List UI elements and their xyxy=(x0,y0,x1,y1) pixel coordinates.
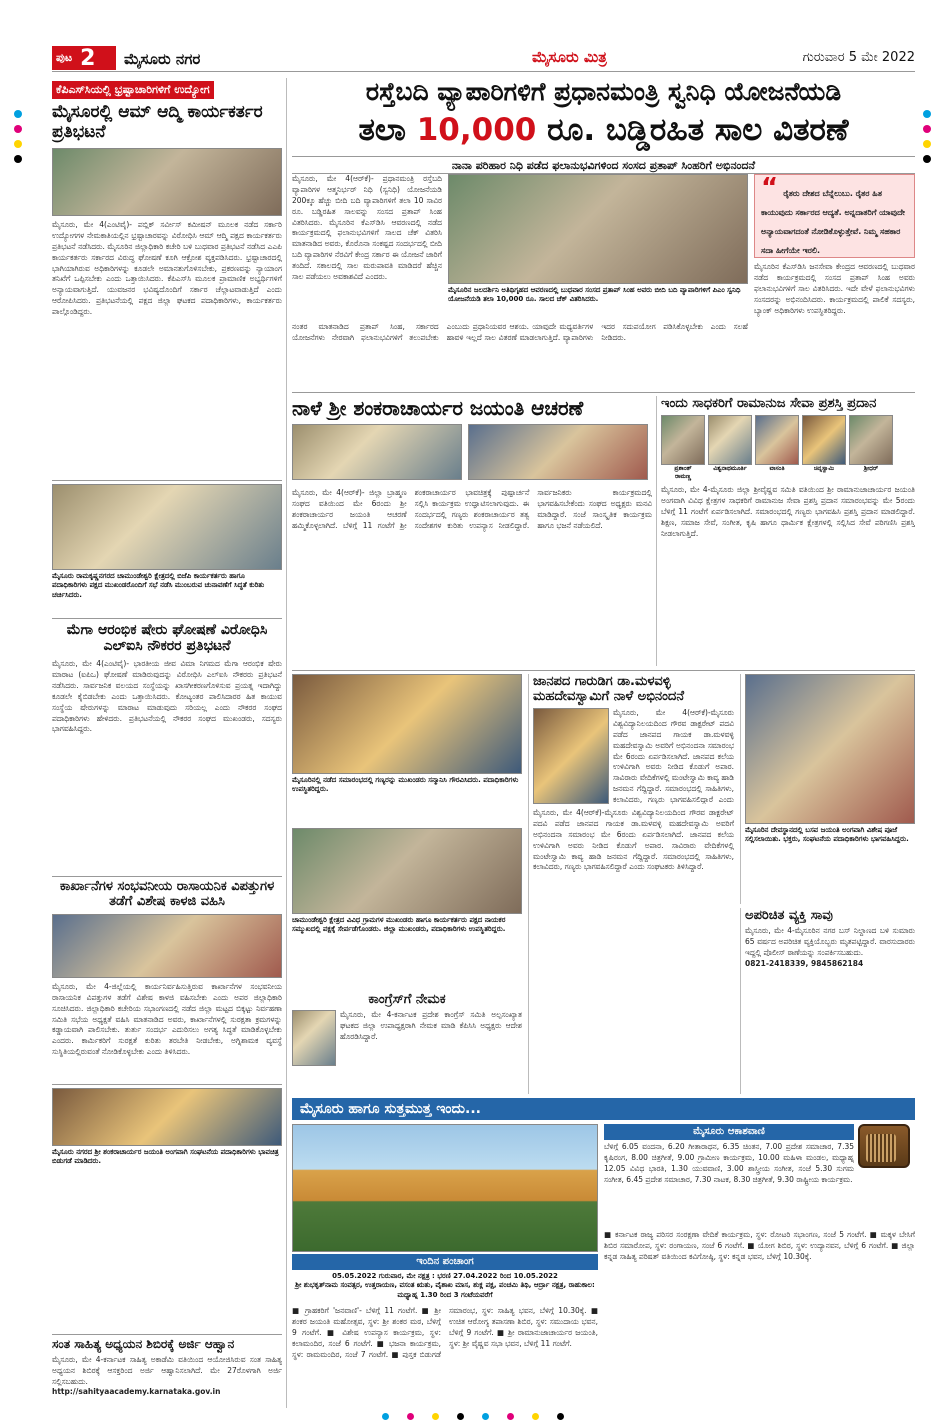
lead-headline-line2 xyxy=(292,113,915,149)
shankara-photo-story xyxy=(52,1088,282,1316)
awardee-name: ರಾಮಣ್ಣ xyxy=(674,473,692,480)
shankara-photo-block-2 xyxy=(468,424,648,484)
temple-photo xyxy=(745,674,915,824)
registration-mark xyxy=(14,125,22,133)
registration-mark xyxy=(14,140,22,148)
awardee-names-2 xyxy=(661,473,915,481)
felicitation-story xyxy=(292,674,522,824)
lead-headline-post: ರೂ. ಬಡ್ಡಿರಹಿತ ಸಾಲ ವಿತರಣೆ xyxy=(536,111,849,148)
lead-photo-block xyxy=(448,174,748,314)
story-body: ಮೈಸೂರು, ಮೇ 4-ಮೈಸೂರು ಜಿಲ್ಲಾ ಶ್ರೀವೈಷ್ಣವ ಸಮಿತಿ ವತಿಯಿಂದ ಶ್ರೀ ರಾಮಾನುಜಾಚಾರ್ಯರ ಜಯಂತಿ ಅಂಗವಾಗಿ ವಿವಿಧ ಕ್ಷೇತ್ರಗಳ ಸಾಧಕರಿಗೆ ರಾಮಾನುಜ ಸೇವಾ ಪ್ರಶಸ್ತಿ ಪ್ರದಾನ ಸಮಾರಂಭವನ್ನು ಮೇ 5ರಂದು ಬೆಳಿಗ್ಗೆ 11 ಗಂಟೆಗೆ ಏರ್ಪಡಿಸಲಾಗಿದೆ. ಸಮಾರಂಭದಲ್ಲಿ ಗಣ್ಯರು ಭಾಗವಹಿಸಿ ಪ್ರಶಸ್ತಿ ಪ್ರದಾನ ಮಾಡಲಿದ್ದಾರೆ. ಶಿಕ್ಷಣ, ಸಮಾಜ ಸೇವೆ, ಸಂಗೀತ, ಕೃಷಿ ಹಾಗೂ ಧಾರ್ಮಿಕ ಕ್ಷೇತ್ರಗಳಲ್ಲಿ ಸಲ್ಲಿಸಿದ ಸೇವೆ ಪರಿಗಣಿಸಿ ಪ್ರಶಸ್ತಿ ನೀಡಲಾಗುತ್ತಿದೆ. xyxy=(661,485,915,538)
events-band: ಮೈಸೂರು ಹಾಗೂ ಸುತ್ತಮುತ್ತ ಇಂದು... xyxy=(292,1098,915,1120)
page-number: 2 xyxy=(80,45,96,71)
photo-caption: ಮೈಸೂರಿನಲ್ಲಿ ನಡೆದ ಸಮಾರಂಭದಲ್ಲಿ ಗಣ್ಯರನ್ನು ಮುಖಂಡರು ಸನ್ಮಾನಿಸಿ ಗೌರವಿಸಿದರು. ಪದಾಧಿಕಾರಿಗಳು ಉಪಸ್ಥಿತರಿದ್ದರು. xyxy=(292,776,519,794)
press-meet-photo xyxy=(292,424,462,480)
photo-caption: ಚಾಮುಂಡೇಶ್ವರಿ ಕ್ಷೇತ್ರದ ವಿವಿಧ ಗ್ರಾಮಗಳ ಮುಖಂಡರು ಹಾಗೂ ಕಾರ್ಯಕರ್ತರು ಪಕ್ಷದ ನಾಯಕರ ಸಮ್ಮುಖದಲ್ಲಿ ಪಕ್ಷಕ್ಕೆ ಸೇರ್ಪಡೆಗೊಂಡರು. ಜಿಲ್ಲಾ ಮುಖಂಡರು, ಪದಾಧಿಕಾರಿಗಳು ಉಪಸ್ಥಿತರಿದ್ದರು. xyxy=(292,916,506,934)
quote-box xyxy=(754,174,915,258)
awardee-photo xyxy=(802,415,846,465)
section-name: ಮೈಸೂರು ನಗರ xyxy=(124,50,201,68)
photo-caption: ಮೈಸೂರು ರಾಮಕೃಷ್ಣನಗರದ ಚಾಮುಂಡೇಶ್ವರಿ ಕ್ಷೇತ್ರದಲ್ಲಿ ಬಿಜೆಪಿ ಕಾರ್ಯಕರ್ತರು ಹಾಗೂ ಪದಾಧಿಕಾರಿಗಳು ಪಕ್ಷದ ಮುಖಂಡರೊಂದಿಗೆ ಸಭೆ ನಡೆಸಿ ಮುಂಬರುವ ಚುನಾವಣೆಗೆ ಸಿದ್ಧತೆ ಕುರಿತು ಚರ್ಚಿಸಿದರು. xyxy=(52,572,265,599)
radio-icon xyxy=(858,1124,910,1168)
section-headline: ಜಾನಪದ ಗಾರುಡಿಗ ಡಾ.ಮಳವಳ್ಳಿ ಮಹದೇವಸ್ವಾಮಿಗೆ ನಾಳೆ ಅಭಿನಂದನೆ xyxy=(533,674,685,704)
awardee-name: ವಿಶ್ವನಾಥಮೂರ್ತಿ xyxy=(713,465,747,472)
lead-headline-pre: ತಲಾ xyxy=(358,111,417,148)
felicitation-photo xyxy=(292,674,522,774)
aap-protest-story xyxy=(52,78,282,488)
portrait-release-photo xyxy=(52,1088,282,1146)
ramanuja-award-story xyxy=(656,396,915,666)
appointee-photo xyxy=(292,1010,336,1066)
contact-phone: 0821-2418339, 9845862184 xyxy=(745,958,864,968)
page-label-text: ಪುಟ xyxy=(56,51,73,64)
story-body-intro: ಮೈಸೂರು, ಮೇ 4(ಆರ್‌ಕೆ)-ಮೈಸೂರು ವಿಶ್ವವಿದ್ಯಾನಿಲಯದಿಂದ ಗೌರವ ಡಾಕ್ಟರೇಟ್ ಪದವಿ ಪಡೆದ ಜಾನಪದ ಗಾಯಕ ಡಾ.ಮಳವಳ್ಳಿ ಮಹದೇವಸ್ವಾಮಿ ಅವರಿಗೆ ಅಭಿನಂದನಾ ಸಮಾರಂಭ ಮೇ 6ರಂದು ಏರ್ಪಡಿಸಲಾಗಿದೆ. ಜಾನಪದ ಕಲೆಯ ಉಳಿವಿಗಾಗಿ ಅವರು ನೀಡಿದ ಕೊಡುಗೆ ಅಪಾರ. ಸಾವಿರಾರು ವೇದಿಕೆಗಳಲ್ಲಿ ಮಂಟೇಸ್ವಾಮಿ ಕಾವ್ಯ ಹಾಡಿ ಜನಮನ ಗೆದ್ದಿದ್ದಾರೆ. ಸಮಾರಂಭದಲ್ಲಿ ಸಾಹಿತಿಗಳು, ಕಲಾವಿದರು, ಗಣ್ಯರು ಭಾಗವಹಿಸಲಿದ್ದಾರೆ ಎಂದು xyxy=(613,708,734,804)
issue-date: ಗುರುವಾರ 5 ಮೇ 2022 xyxy=(802,50,915,65)
quote-author xyxy=(761,257,908,258)
section-headline: ಇಂದು ಸಾಧಕರಿಗೆ ರಾಮಾನುಜ ಸೇವಾ ಪ್ರಶಸ್ತಿ ಪ್ರದಾನ xyxy=(661,396,877,411)
registration-mark xyxy=(14,110,22,118)
shankara-headline xyxy=(292,396,652,420)
lead-headline-amount: 10,000 xyxy=(416,111,537,148)
registration-mark xyxy=(923,140,931,148)
party-joining-photo xyxy=(292,828,522,914)
lead-body-bottom: ನಂತರ ಮಾತನಾಡಿದ ಪ್ರತಾಪ್ ಸಿಂಹ, ಸರ್ಕಾರದ ಯೋಜನೆಗಳು ನೇರವಾಗಿ ಫಲಾನುಭವಿಗಳಿಗೆ ತಲುಪಬೇಕು ಎಂಬುದು ಪ್ರಧಾನಿಯವರ ಆಶಯ. ಯಾವುದೇ ಮಧ್ಯವರ್ತಿಗಳ ಹಾವಳಿ ಇಲ್ಲದೆ ಸಾಲ ವಿತರಣೆ ಮಾಡಲಾಗುತ್ತಿದೆ. ವ್ಯಾಪಾರಿಗಳು ಇದರ ಸದುಪಯೋಗ ಪಡಿಸಿಕೊಳ್ಳಬೇಕು ಎಂದು ಸಲಹೆ ನೀಡಿದರು. xyxy=(292,322,748,342)
events-list-2: ■ ಕರ್ನಾಟಕ ರಾಜ್ಯ ಪರಿಸರ ಸಂರಕ್ಷಣಾ ವೇದಿಕೆ ಕಾರ್ಯಕ್ರಮ, ಸ್ಥಳ: ರೋಟರಿ ಸಭಾಂಗಣ, ಸಂಜೆ 5 ಗಂಟೆಗೆ. ■ ಮಕ್ಕಳ ಬೇಸಿಗೆ ಶಿಬಿರ ಸಮಾರೋಪ, ಸ್ಥಳ: ರಂಗಾಯಣ, ಸಂಜೆ 6 ಗಂಟೆಗೆ. ■ ಯೋಗ ಶಿಬಿರ, ಸ್ಥಳ: ಉದ್ಯಾನವನ, ಬೆಳಿಗ್ಗೆ 6 ಗಂಟೆಗೆ. ■ ಜಿಲ್ಲಾ ಕನ್ನಡ ಸಾಹಿತ್ಯ ಪರಿಷತ್ ವತಿಯಿಂದ ಕವಿಗೋಷ್ಠಿ, ಸ್ಥಳ: ಕನ್ನಡ ಭವನ, ಬೆಳಿಗ್ಗೆ 10.30ಕ್ಕೆ. xyxy=(604,1230,915,1261)
awardee-photo xyxy=(849,415,893,465)
lic-protest-story xyxy=(52,622,282,872)
website-link[interactable]: http://sahityaacademy.karnataka.gov.in xyxy=(52,1387,221,1397)
awardee-photo xyxy=(708,415,752,465)
story-body: ಮೈಸೂರು, ಮೇ 4-ಜಿಲ್ಲೆಯಲ್ಲಿ ಕಾರ್ಯನಿರ್ವಹಿಸುತ್ತಿರುವ ಕಾರ್ಖಾನೆಗಳ ಸಂಭವನೀಯ ರಾಸಾಯನಿಕ ವಿಪತ್ತುಗಳ ತಡೆಗೆ ವಿಶೇಷ ಕಾಳಜಿ ವಹಿಸಬೇಕು ಎಂದು ಅಪರ ಜಿಲ್ಲಾಧಿಕಾರಿ ಸೂಚಿಸಿದರು. ಜಿಲ್ಲಾಧಿಕಾರಿ ಕಚೇರಿಯ ಸಭಾಂಗಣದಲ್ಲಿ ನಡೆದ ಜಿಲ್ಲಾ ಮಟ್ಟದ ಬಿಕ್ಕಟ್ಟು ನಿರ್ವಹಣಾ ಸಮಿತಿ ಸಭೆಯ ಅಧ್ಯಕ್ಷತೆ ವಹಿಸಿ ಮಾತನಾಡಿದ ಅವರು, ಕಾರ್ಖಾನೆಗಳಲ್ಲಿ ಸುರಕ್ಷತಾ ಕ್ರಮಗಳನ್ನು ಕಡ್ಡಾಯವಾಗಿ ಪಾಲಿಸಬೇಕು. ತುರ್ತು ಸಂದರ್ಭ ಎದುರಿಸಲು ಅಗತ್ಯ ಸಿದ್ಧತೆ ಮಾಡಿಕೊಳ್ಳಬೇಕು ಎಂದರು. ಕಾರ್ಮಿಕರಿಗೆ ಸುರಕ್ಷತೆ ಕುರಿತು ತರಬೇತಿ ನೀಡಬೇಕು, ಅಗ್ನಿಶಾಮಕ ವ್ಯವಸ್ಥೆ ಸುಸ್ಥಿತಿಯಲ್ಲಿರುವಂತೆ ನೋಡಿಕೊಳ್ಳಬೇಕು ಎಂದು ತಿಳಿಸಿದರು. xyxy=(52,981,282,1057)
unknown-death-story xyxy=(740,908,915,1094)
panchanga-text xyxy=(292,1272,598,1302)
color-registration-strip xyxy=(0,1408,945,1424)
section-headline: ಅಪರಿಚಿತ ವ್ಯಕ್ತಿ ಸಾವು xyxy=(745,908,833,923)
photo-caption: ಮೈಸೂರಿನ ಜಲದರ್ಶಿನಿ ಅತಿಥಿಗೃಹದ ಆವರಣದಲ್ಲಿ ಬುಧವಾರ ಸಂಸದ ಪ್ರತಾಪ್ ಸಿಂಹ ಅವರು ಬೀದಿ ಬದಿ ವ್ಯಾಪಾರಿಗಳಿಗೆ ಪಿಎಂ ಸ್ವನಿಧಿ ಯೋಜನೆಯಡಿ ತಲಾ 10,000 ರೂ. ಸಾಲದ ಚೆಕ್ ವಿತರಿಸಿದರು. xyxy=(448,286,741,304)
story-headline: ಮೈಸೂರಲ್ಲಿ ಆಮ್ ಆದ್ಮಿ ಕಾರ್ಯಕರ್ತರ ಪ್ರತಿಭಟನೆ xyxy=(52,102,263,142)
photo-caption: ಮೈಸೂರಿನ ದೇವಸ್ಥಾನದಲ್ಲಿ ಬಸವ ಜಯಂತಿ ಅಂಗವಾಗಿ ವಿಶೇಷ ಪೂಜೆ ಸಲ್ಲಿಸಲಾಯಿತು. ಭಕ್ತರು, ಸಂಘಟನೆಯ ಪದಾಧಿಕಾರಿಗಳು ಭಾಗವಹಿಸಿದ್ದರು. xyxy=(745,826,909,844)
awardee-name: ಶ್ರೀಧರ್ xyxy=(863,465,879,472)
awardee-photo xyxy=(661,415,705,465)
story-headline: ಮೆಗಾ ಆರಂಭಿಕ ಷೇರು ಘೋಷಣೆ ವಿರೋಧಿಸಿ ಎಲ್‌ಐಸಿ ನೌಕರರ ಪ್ರತಿಭಟನೆ xyxy=(66,622,268,655)
story-headline: ಸಂತ ಸಾಹಿತ್ಯ ಅಧ್ಯಯನ ಶಿಬಿರಕ್ಕೆ ಅರ್ಜಿ ಆಹ್ವಾನ xyxy=(52,1338,235,1351)
story-headline: ಕಾರ್ಖಾನೆಗಳ ಸಂಭವನೀಯ ರಾಸಾಯನಿಕ ವಿಪತ್ತುಗಳ ತಡೆಗೆ ವಿಶೇಷ ಕಾಳಜಿ ವಹಿಸಿ xyxy=(59,880,275,909)
singer-photo xyxy=(533,708,609,804)
saint-literature-story xyxy=(52,1338,282,1406)
story-body: ಮೈಸೂರು, ಮೇ 4(ಆರ್‌ಕೆ)-ಮೈಸೂರು ವಿಶ್ವವಿದ್ಯಾನಿಲಯದಿಂದ ಗೌರವ ಡಾಕ್ಟರೇಟ್ ಪದವಿ ಪಡೆದ ಜಾನಪದ ಗಾಯಕ ಡಾ.ಮಳವಳ್ಳಿ ಮಹದೇವಸ್ವಾಮಿ ಅವರಿಗೆ ಅಭಿನಂದನಾ ಸಮಾರಂಭ ಮೇ 6ರಂದು ಏರ್ಪಡಿಸಲಾಗಿದೆ. ಜಾನಪದ ಕಲೆಯ ಉಳಿವಿಗಾಗಿ ಅವರು ನೀಡಿದ ಕೊಡುಗೆ ಅಪಾರ. ಸಾವಿರಾರು ವೇದಿಕೆಗಳಲ್ಲಿ ಮಂಟೇಸ್ವಾಮಿ ಕಾವ್ಯ ಹಾಡಿ ಜನಮನ ಗೆದ್ದಿದ್ದಾರೆ. ಸಮಾರಂಭದಲ್ಲಿ ಸಾಹಿತಿಗಳು, ಕಲಾವಿದರು, ಗಣ್ಯರು ಭಾಗವಹಿಸಲಿದ್ದಾರೆ ಎಂದು ಸಂಘಟಕರು ತಿಳಿಸಿದ್ದಾರೆ. xyxy=(533,808,734,872)
awardee-names xyxy=(661,465,915,473)
left-column xyxy=(52,78,287,1408)
bjp-meeting-story xyxy=(52,484,282,614)
party-joining-story xyxy=(292,828,522,988)
shankara-body: ಮೈಸೂರು, ಮೇ 4(ಆರ್‌ಕೆ)- ಜಿಲ್ಲಾ ಬ್ರಾಹ್ಮಣ ಸಂಘದ ವತಿಯಿಂದ ಮೇ 6ರಂದು ಶ್ರೀ ಶಂಕರಾಚಾರ್ಯರ ಜಯಂತಿ ಆಚರಣೆ ಹಮ್ಮಿಕೊಳ್ಳಲಾಗಿದೆ. ಬೆಳಿಗ್ಗೆ 11 ಗಂಟೆಗೆ ಶ್ರೀ ಶಂಕರಾಚಾರ್ಯರ ಭಾವಚಿತ್ರಕ್ಕೆ ಪುಷ್ಪಾರ್ಚನೆ ಸಲ್ಲಿಸಿ ಕಾರ್ಯಕ್ರಮ ಉದ್ಘಾಟಿಸಲಾಗುವುದು. ಈ ಸಂದರ್ಭದಲ್ಲಿ ಗಣ್ಯರು ಶಂಕರಾಚಾರ್ಯರ ತತ್ವ ಸಂದೇಶಗಳ ಕುರಿತು ಉಪನ್ಯಾಸ ನೀಡಲಿದ್ದಾರೆ. ಸಾರ್ವಜನಿಕರು ಕಾರ್ಯಕ್ರಮದಲ್ಲಿ ಭಾಗವಹಿಸಬೇಕೆಂದು ಸಂಘದ ಅಧ್ಯಕ್ಷರು ಮನವಿ ಮಾಡಿದ್ದಾರೆ. ಸಂಜೆ ಸಾಂಸ್ಕೃತಿಕ ಕಾರ್ಯಕ್ರಮ ಹಾಗೂ ಭಜನೆ ನಡೆಯಲಿದೆ. xyxy=(292,488,652,530)
main-column xyxy=(292,78,915,1408)
quote-text: ರೈತರು ದೇಶದ ಬೆನ್ನೆಲುಬು. ರೈತರ ಹಿತ ಕಾಯುವುದು ಸರ್ಕಾರದ ಆದ್ಯತೆ. ಅನ್ನದಾತರಿಗೆ ಯಾವುದೇ ಅನ್ಯಾಯವಾಗದಂತೆ ನೋಡಿಕೊಳ್ಳುತ್ತೇವೆ. ನಿಮ್ಮ ಸಹಕಾರ ಸದಾ ಹೀಗೆಯೇ ಇರಲಿ. xyxy=(761,189,905,255)
awardee-photos xyxy=(661,415,915,465)
akashavani-heading: ಮೈಸೂರು ಆಕಾಶವಾಣಿ xyxy=(604,1124,854,1140)
chemical-hazard-story xyxy=(52,880,282,1080)
meeting-photo xyxy=(52,914,282,978)
story-kicker: ಕೆಪಿಎಸ್‌ಸಿಯಲ್ಲಿ ಭ್ರಷ್ಟಾಚಾರಿಗಳಿಗೆ ಉದ್ಯೋಗ xyxy=(52,81,214,99)
mysore-palace-image xyxy=(292,1124,598,1252)
temple-story xyxy=(740,674,915,904)
loan-distribution-photo xyxy=(448,174,748,284)
lead-headline-line1: ರಸ್ತೆಬದಿ ವ್ಯಾಪಾರಿಗಳಿಗೆ ಪ್ರಧಾನಮಂತ್ರಿ ಸ್ವನಿಧಿ ಯೋಜನೆಯಡಿ xyxy=(365,78,842,106)
lead-body-right: ಮೈಸೂರಿನ ಕೆಎಸ್‌ಡಿಸಿ ಜನಸೇವಾ ಕೇಂದ್ರದ ಆವರಣದಲ್ಲಿ ಬುಧವಾರ ನಡೆದ ಕಾರ್ಯಕ್ರಮದಲ್ಲಿ ಸಂಸದ ಪ್ರತಾಪ್ ಸಿಂಹ ಅವರು ಫಲಾನುಭವಿಗಳಿಗೆ ಸಾಲ ವಿತರಿಸಿದರು. ಇದೇ ವೇಳೆ ಫಲಾನುಭವಿಗಳು ಸಂಸದರನ್ನು ಅಭಿನಂದಿಸಿದರು. ಕಾರ್ಯಕ್ರಮದಲ್ಲಿ ಪಾಲಿಕೆ ಸದಸ್ಯರು, ಬ್ಯಾಂಕ್ ಅಧಿಕಾರಿಗಳು ಉಪಸ್ಥಿತರಿದ್ದರು. xyxy=(754,262,915,315)
palace-image-block xyxy=(292,1124,598,1274)
awardee-name: ಚಿನ್ನಸ್ವಾಮಿ xyxy=(813,465,835,472)
photo-caption: ಮೈಸೂರು ನಗರದ ಶ್ರೀ ಶಂಕರಾಚಾರ್ಯರ ಜಯಂತಿ ಅಂಗವಾಗಿ ಸಂಘಟನೆಯ ಪದಾಧಿಕಾರಿಗಳು ಭಾವಚಿತ್ರ ಬಿಡುಗಡೆ ಮಾಡಿದರು. xyxy=(52,1148,279,1166)
events-list: ■ ಗ್ರಾಹಕರಿಗೆ 'ಜನವಾಣಿ'- ಬೆಳಿಗ್ಗೆ 11 ಗಂಟೆಗೆ. ■ ಶ್ರೀ ಶಂಕರ ಜಯಂತಿ ಮಹೋತ್ಸವ, ಸ್ಥಳ: ಶ್ರೀ ಶಂಕರ ಮಠ, ಬೆಳಿಗ್ಗೆ 9 ಗಂಟೆಗೆ. ■ ವಿಶೇಷ ಉಪನ್ಯಾಸ ಕಾರ್ಯಕ್ರಮ, ಸ್ಥಳ: ಕಲಾಮಂದಿರ, ಸಂಜೆ 6 ಗಂಟೆಗೆ. ■ ಭಜನಾ ಕಾರ್ಯಕ್ರಮ, ಸ್ಥಳ: ರಾಮಮಂದಿರ, ಸಂಜೆ 7 ಗಂಟೆಗೆ. ■ ಪುಸ್ತಕ ಬಿಡುಗಡೆ ಸಮಾರಂಭ, ಸ್ಥಳ: ಸಾಹಿತ್ಯ ಭವನ, ಬೆಳಿಗ್ಗೆ 10.30ಕ್ಕೆ. ■ ಉಚಿತ ಆರೋಗ್ಯ ತಪಾಸಣಾ ಶಿಬಿರ, ಸ್ಥಳ: ಸಮುದಾಯ ಭವನ, ಬೆಳಿಗ್ಗೆ 9 ಗಂಟೆಗೆ. ■ ಶ್ರೀ ರಾಮಾನುಜಾಚಾರ್ಯರ ಜಯಂತಿ, ಸ್ಥಳ: ಶ್ರೀ ವೈಷ್ಣವ ಸಭಾ ಭವನ, ಬೆಳಿಗ್ಗೆ 11 ಗಂಟೆಗೆ. xyxy=(292,1306,598,1359)
story-body: ಮೈಸೂರು, ಮೇ 4(ಎಂಟಿವೈ)- ಭಾರತೀಯ ಜೀವ ವಿಮಾ ನಿಗಮದ ಮೆಗಾ ಆರಂಭಿಕ ಷೇರು ಮಾರಾಟ (ಐಪಿಒ) ಘೋಷಣೆ ಮಾಡಿರುವುದನ್ನು ವಿರೋಧಿಸಿ ಎಲ್‌ಐಸಿ ನೌಕರರು ಪ್ರತಿಭಟನೆ ನಡೆಸಿದರು. ಸಾರ್ವಜನಿಕ ವಲಯದ ಸಂಸ್ಥೆಯನ್ನು ಖಾಸಗೀಕರಣಗೊಳಿಸುವ ಪ್ರಯತ್ನ ಇದಾಗಿದ್ದು ಕೂಡಲೇ ಕೈಬಿಡಬೇಕು ಎಂದು ಒತ್ತಾಯಿಸಿದರು. ಕೋಟ್ಯಂತರ ಪಾಲಿಸಿದಾರರ ಹಿತ ಕಾಯುವ ಸಂಸ್ಥೆಯ ಷೇರುಗಳನ್ನು ಮಾರಾಟ ಮಾಡುವುದು ಸರಿಯಲ್ಲ ಎಂದು ನೌಕರರ ಸಂಘದ ಪದಾಧಿಕಾರಿಗಳು ಹೇಳಿದರು. ಪ್ರತಿಭಟನೆಯಲ್ಲಿ ನೌಕರರ ಸಂಘದ ಮುಖಂಡರು, ಸದಸ್ಯರು ಭಾಗವಹಿಸಿದ್ದರು. xyxy=(52,659,282,734)
registration-mark xyxy=(14,155,22,163)
registration-mark xyxy=(923,155,931,163)
story-body: ಮೈಸೂರು, ಮೇ 4(ಎಂಟಿವೈ)- ಪಬ್ಲಿಕ್ ಸರ್ವೀಸ್ ಕಮೀಷನ್ ಮೂಲಕ ನಡೆದ ಸರ್ಕಾರಿ ಉದ್ಯೋಗಗಳ ನೇಮಕಾತಿಯಲ್ಲಿನ ಭ್ರಷ್ಟಾಚಾರವನ್ನು ವಿರೋಧಿಸಿ ಆಮ್ ಆದ್ಮಿ ಪಕ್ಷದ ಕಾರ್ಯಕರ್ತರು ಪ್ರತಿಭಟನೆ ನಡೆಸಿದರು. ಮೈಸೂರಿನ ಜಿಲ್ಲಾಧಿಕಾರಿ ಕಚೇರಿ ಬಳಿ ಬುಧವಾರ ಪ್ರತಿಭಟನೆ ನಡೆಸಿದ ಎಎಪಿ ಕಾರ್ಯಕರ್ತರು ಸರ್ಕಾರದ ವಿರುದ್ಧ ಘೋಷಣೆ ಕೂಗಿ ಆಕ್ರೋಶ ವ್ಯಕ್ತಪಡಿಸಿದರು. ಭ್ರಷ್ಟಾಚಾರದಲ್ಲಿ ಭಾಗಿಯಾಗಿರುವ ಅಧಿಕಾರಿಗಳನ್ನು ಕೂಡಲೇ ಅಮಾನತುಗೊಳಿಸಬೇಕು, ಪ್ರಕರಣವನ್ನು ನ್ಯಾಯಾಂಗ ತನಿಖೆಗೆ ಒಪ್ಪಿಸಬೇಕು ಎಂದು ಒತ್ತಾಯಿಸಿದರು. ಕೆಪಿಎಸ್‌ಸಿ ಮೂಲಕ ಪ್ರಾಮಾಣಿಕ ಅಭ್ಯರ್ಥಿಗಳಿಗೆ ಅನ್ಯಾಯವಾಗುತ್ತಿದೆ. ಯುವಜನರ ಭವಿಷ್ಯದೊಂದಿಗೆ ಸರ್ಕಾರ ಚೆಲ್ಲಾಟವಾಡುತ್ತಿದೆ ಎಂದು ಆರೋಪಿಸಿದರು. ಪ್ರತಿಭಟನೆಯಲ್ಲಿ ಪಕ್ಷದ ಜಿಲ್ಲಾ ಘಟಕದ ಪದಾಧಿಕಾರಿಗಳು, ಕಾರ್ಯಕರ್ತರು ಪಾಲ್ಗೊಂಡಿದ್ದರು. xyxy=(52,220,282,317)
registration-mark xyxy=(923,110,931,118)
quote-mark-icon: “ xyxy=(761,174,779,203)
page-label xyxy=(52,46,116,70)
story-body: ಮೈಸೂರು, ಮೇ 4-ಮೈಸೂರಿನ ನಗರ ಬಸ್ ನಿಲ್ದಾಣದ ಬಳಿ ಸುಮಾರು 65 ವರ್ಷದ ಅಪರಿಚಿತ ವ್ಯಕ್ತಿಯೊಬ್ಬರು ಮೃತಪಟ್ಟಿದ್ದಾರೆ. ವಾರಸುದಾರರು ಇದ್ದಲ್ಲಿ ಪೊಲೀಸ್ ಠಾಣೆಯನ್ನು ಸಂಪರ್ಕಿಸಬಹುದು. xyxy=(745,926,915,957)
lead-body-left: ಮೈಸೂರು, ಮೇ 4(ಆರ್‌ಕೆ)- ಪ್ರಧಾನಮಂತ್ರಿ ರಸ್ತೆಬದಿ ವ್ಯಾಪಾರಿಗಳ ಆತ್ಮನಿರ್ಭರ್ ನಿಧಿ (ಸ್ವನಿಧಿ) ಯೋಜನೆಯಡಿ 200ಕ್ಕೂ ಹೆಚ್ಚು ಬೀದಿ ಬದಿ ವ್ಯಾಪಾರಿಗಳಿಗೆ ತಲಾ 10 ಸಾವಿರ ರೂ. ಬಡ್ಡಿರಹಿತ ಸಾಲವನ್ನು ಸಂಸದ ಪ್ರತಾಪ್ ಸಿಂಹ ವಿತರಿಸಿದರು. ಮೈಸೂರಿನ ಕೆಎಸ್‌ಡಿಸಿ ಆವರಣದಲ್ಲಿ ನಡೆದ ಕಾರ್ಯಕ್ರಮದಲ್ಲಿ ಫಲಾನುಭವಿಗಳಿಗೆ ಸಾಲದ ಚೆಕ್ ವಿತರಿಸಿ ಮಾತನಾಡಿದ ಅವರು, ಕೊರೊನಾ ಸಂಕಷ್ಟದ ಸಂದರ್ಭದಲ್ಲಿ ಬೀದಿ ಬದಿ ವ್ಯಾಪಾರಿಗಳ ನೆರವಿಗೆ ಕೇಂದ್ರ ಸರ್ಕಾರ ಈ ಯೋಜನೆ ಜಾರಿಗೆ ತಂದಿದೆ. ಸಕಾಲದಲ್ಲಿ ಸಾಲ ಮರುಪಾವತಿ ಮಾಡಿದರೆ ಹೆಚ್ಚಿನ ಸಾಲ ಪಡೆಯಲು ಅವಕಾಶವಿದೆ ಎಂದರು. xyxy=(292,174,442,281)
section-headline: ನಾಳೆ ಶ್ರೀ ಶಂಕರಾಚಾರ್ಯರ ಜಯಂತಿ ಆಚರಣೆ xyxy=(292,396,584,420)
panchanga-line: ಶ್ರೀ ಶುಭಕೃತ್‌ನಾಮ ಸಂವತ್ಸರ, ಉತ್ತರಾಯಣ, ವಸಂತ ಋತು, ವೈಶಾಖ ಮಾಸ, ಶುಕ್ಲ ಪಕ್ಷ, ಪಂಚಮಿ ತಿಥಿ, ಆರ್ದ್ರಾ ನಕ್ಷತ್ರ, ರಾಹುಕಾಲ: ಮಧ್ಯಾಹ್ನ 1.30 ರಿಂದ 3 ಗಂಟೆಯವರೆಗೆ xyxy=(295,1281,595,1299)
radio-image-block xyxy=(858,1124,910,1172)
awardee-name: ಪ್ರಶಾಂತ್ xyxy=(674,465,692,472)
paper-logo: ಮೈಸೂರು ಮಿತ್ರ xyxy=(532,48,607,66)
awardee-photo xyxy=(755,415,799,465)
meeting-photo xyxy=(52,484,282,570)
registration-mark xyxy=(923,125,931,133)
malavalli-story xyxy=(528,674,734,1094)
panchanga-heading: ಇಂದಿನ ಪಂಚಾಂಗ xyxy=(292,1254,598,1270)
masthead xyxy=(52,46,915,72)
shankara-photo-block xyxy=(292,424,462,484)
section-headline: ಕಾಂಗ್ರೆಸ್‌ಗೆ ನೇಮಕ xyxy=(368,992,446,1007)
lead-subhead: ನಾನಾ ಪರಿಹಾರ ನಿಧಿ ಪಡೆದ ಫಲಾನುಭವಿಗಳಿಂದ ಸಂಸದ ಪ್ರತಾಪ್ ಸಿಂಹರಿಗೆ ಅಭಿನಂದನೆ xyxy=(292,156,915,174)
story-body: ಮೈಸೂರು, ಮೇ 4-ಕರ್ನಾಟಕ ಪ್ರದೇಶ ಕಾಂಗ್ರೆಸ್ ಸಮಿತಿ ಅಲ್ಪಸಂಖ್ಯಾತ ಘಟಕದ ಜಿಲ್ಲಾ ಉಪಾಧ್ಯಕ್ಷರಾಗಿ ನೇಮಕ ಮಾಡಿ ಕೆಪಿಸಿಸಿ ಅಧ್ಯಕ್ಷರು ಆದೇಶ ಹೊರಡಿಸಿದ್ದಾರೆ. xyxy=(340,1010,522,1041)
congress-appointment-story xyxy=(292,992,522,1092)
akashavani-schedule: ಬೆಳಿಗ್ಗೆ 6.05 ವಂದನಾ, 6.20 ಗೀತಾರಾಧನ, 6.35 ಚಿಂತನ, 7.00 ಪ್ರದೇಶ ಸಮಾಚಾರ, 7.35 ಕೃಷಿರಂಗ, 8.00 ಚಿತ್ರಗೀತೆ, 9.00 ಗ್ರಾಮೀಣ ಕಾರ್ಯಕ್ರಮ, 10.00 ಮಹಿಳಾ ಮಂಡಲ, ಮಧ್ಯಾಹ್ನ 12.05 ವಿವಿಧ ಭಾರತಿ, 1.30 ಯುವವಾಣಿ, 3.00 ಶಾಸ್ತ್ರೀಯ ಸಂಗೀತ, ಸಂಜೆ 5.30 ಸುಗಮ ಸಂಗೀತ, 6.45 ಪ್ರದೇಶ ಸಮಾಚಾರ, 7.30 ನಾಟಕ, 8.30 ಚಿತ್ರಗೀತೆ, 9.30 ರಾಷ್ಟ್ರೀಯ ಕಾರ್ಯಕ್ರಮ. xyxy=(604,1142,854,1184)
awardee-name: ವಾಸಂತಿ xyxy=(769,465,785,472)
panchanga-line: 05.05.2022 ಗುರುವಾರ, ಮೇ ನಕ್ಷತ್ರ : ಭರಣಿ 27.04.2022 ರಿಂದ 10.05.2022 xyxy=(332,1272,558,1280)
protest-photo xyxy=(52,148,282,216)
press-meet-photo xyxy=(468,424,648,480)
story-body: ಮೈಸೂರು, ಮೇ 4-ಕರ್ನಾಟಕ ಸಾಹಿತ್ಯ ಅಕಾಡೆಮಿ ವತಿಯಿಂದ ಆಯೋಜಿಸಿರುವ ಸಂತ ಸಾಹಿತ್ಯ ಅಧ್ಯಯನ ಶಿಬಿರಕ್ಕೆ ಆಸಕ್ತರಿಂದ ಅರ್ಜಿ ಆಹ್ವಾನಿಸಲಾಗಿದೆ. ಮೇ 27ರೊಳಗಾಗಿ ಅರ್ಜಿ ಸಲ್ಲಿಸಬಹುದು. xyxy=(52,1354,282,1386)
